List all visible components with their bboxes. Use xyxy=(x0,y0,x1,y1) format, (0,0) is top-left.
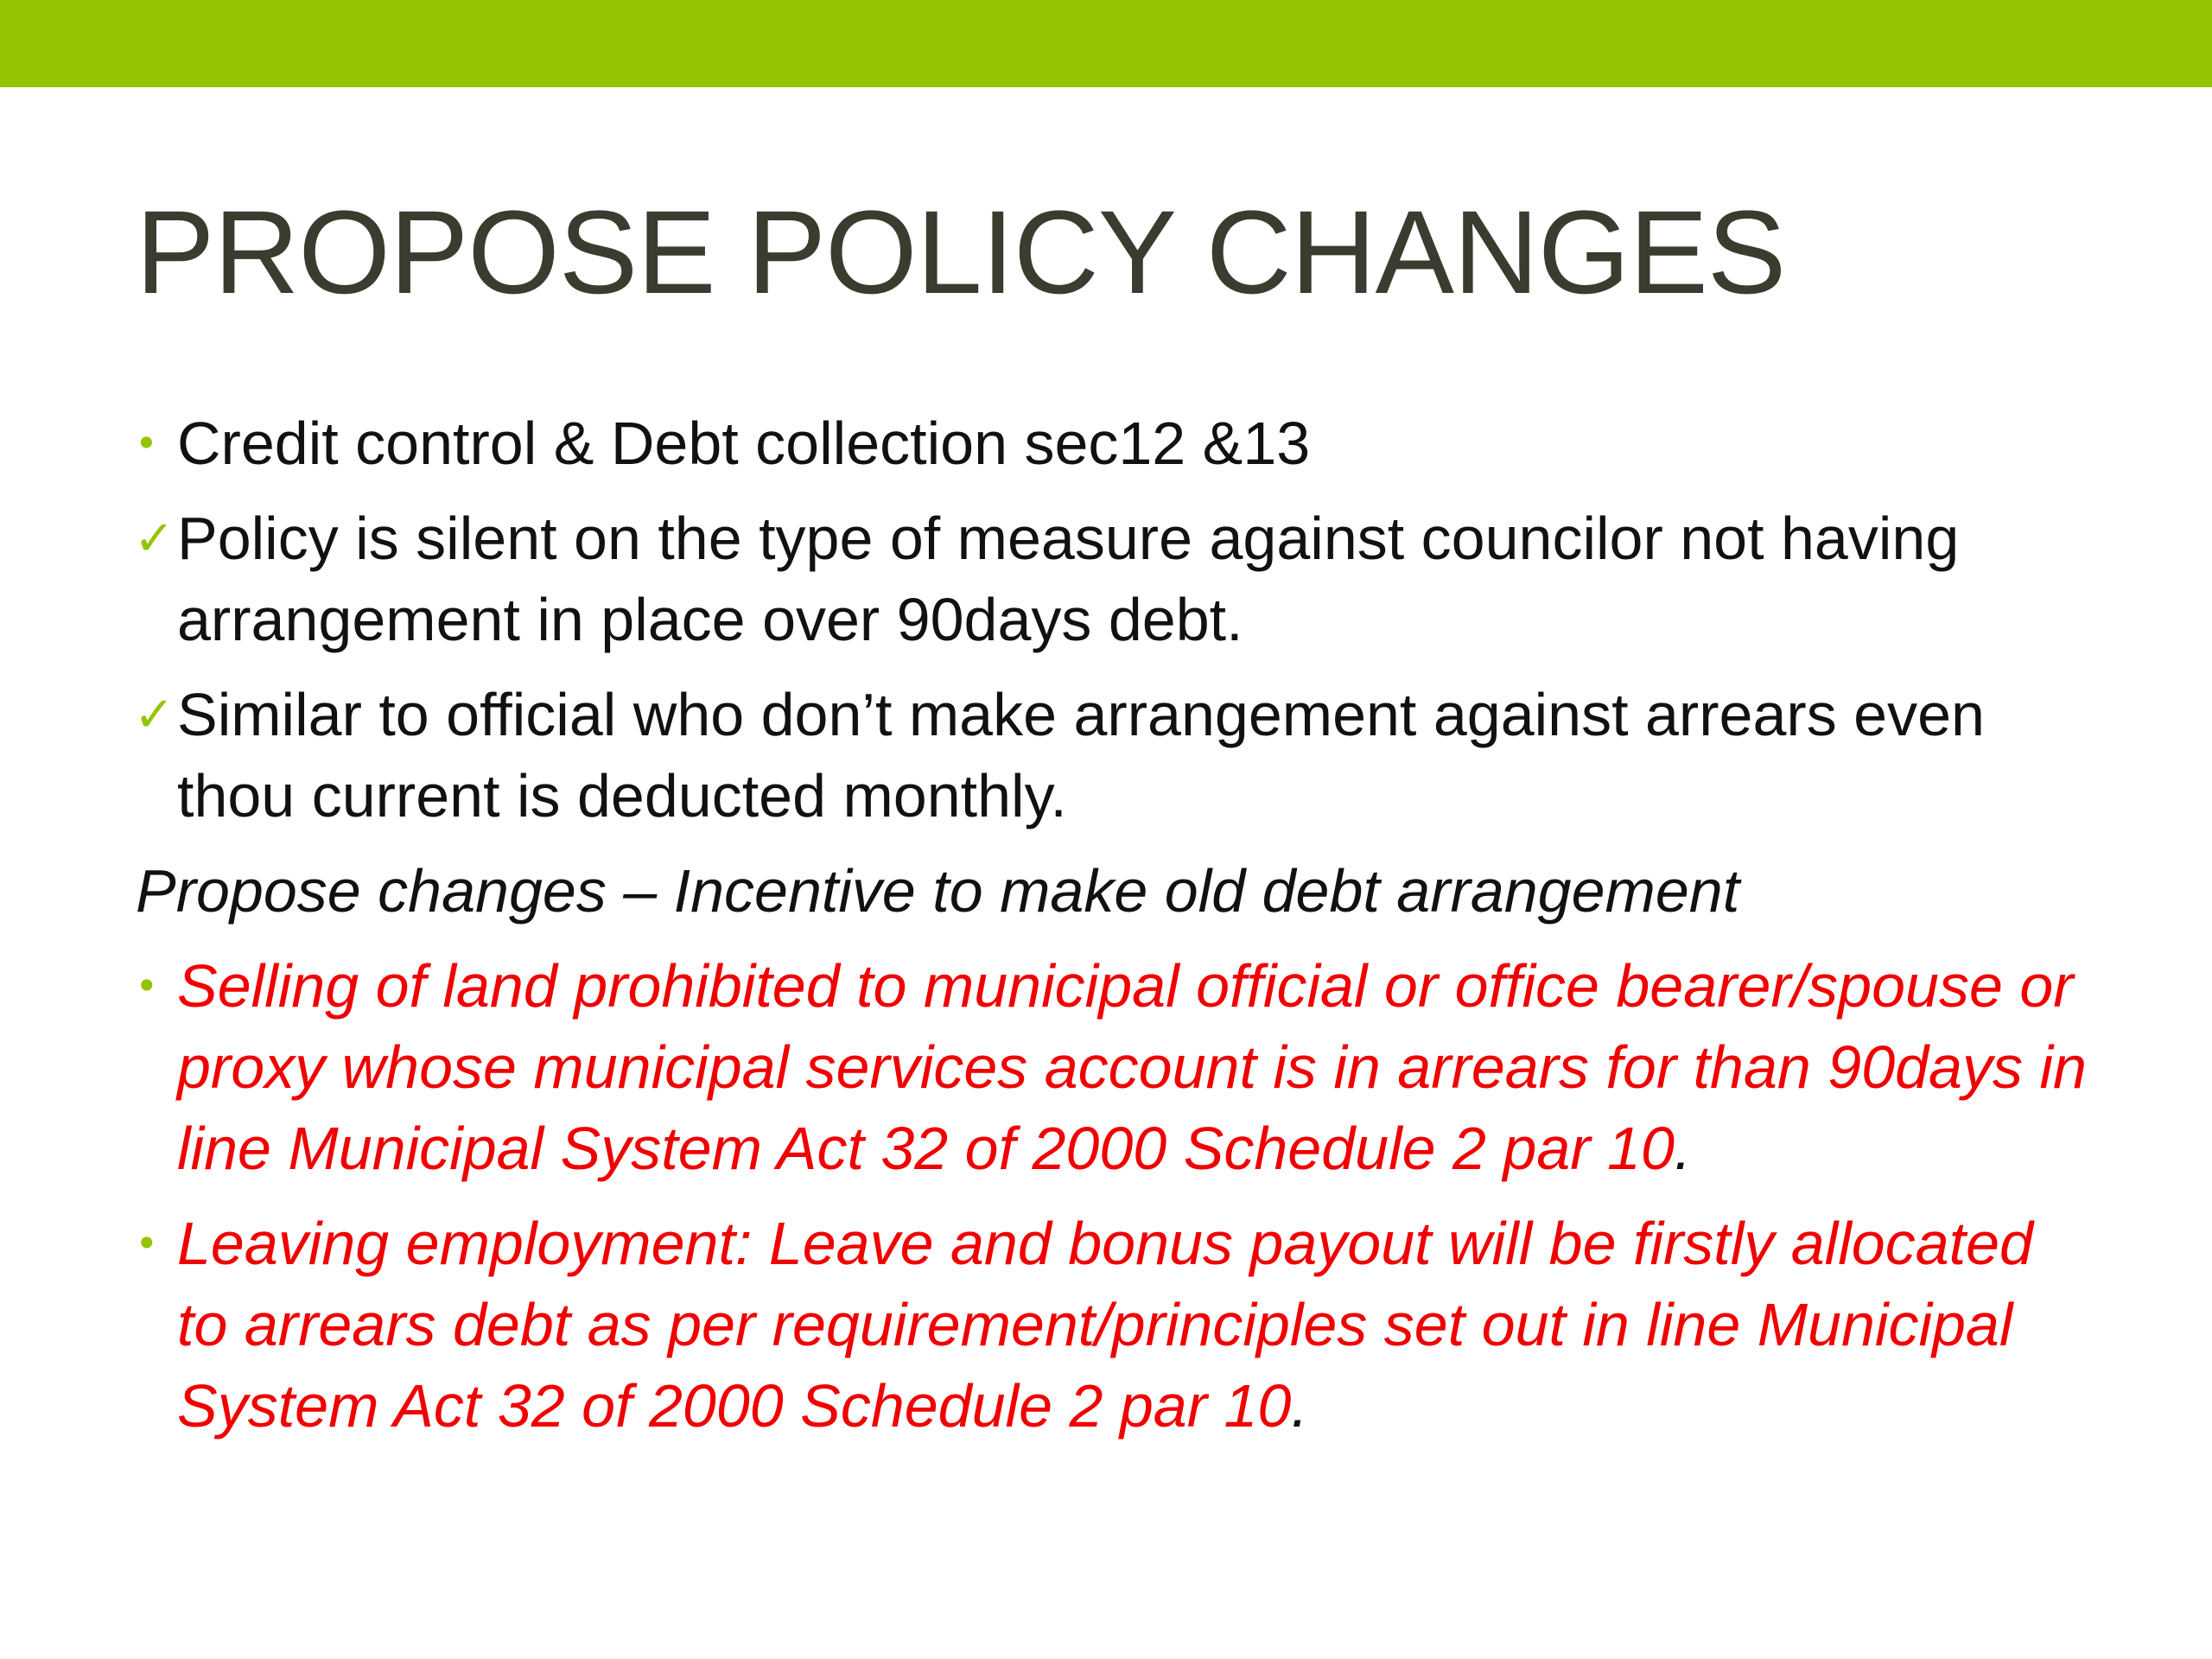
slide-body xyxy=(136,403,2097,1446)
proposal-end-period: . xyxy=(1291,1372,1308,1440)
propose-changes-heading xyxy=(136,850,2097,931)
check-text: Policy is silent on the type of measure against councilor not having arrangement in place over 90days debt. xyxy=(177,505,1960,653)
check-item-councilor xyxy=(136,498,2097,660)
bullet-icon: • xyxy=(139,420,154,466)
check-text: Similar to official who don’t make arrangement against arrears even thou current is deducted monthly. xyxy=(177,681,1985,830)
check-item-official xyxy=(136,674,2097,836)
heading-text: Propose changes – Incentive to make old debt arrangement xyxy=(136,857,1740,925)
proposal-text: Selling of land prohibited to municipal official or office bearer/spouse or proxy whose municipal services account is in arrears for than 90days in line Municipal System Act 32 of 2000 Schedule 2 par 10 xyxy=(177,952,2087,1182)
checkmark-icon: ✓ xyxy=(134,511,175,565)
top-accent-bar xyxy=(0,0,2212,87)
bullet-icon: • xyxy=(139,1220,154,1266)
proposal-end-period: . xyxy=(1674,1115,1692,1182)
proposal-text: Leaving employment: Leave and bonus payout will be firstly allocated to arrears debt as per requirement/principles set out in line Municipal System Act 32 of 2000 Schedule 2 par 10 xyxy=(177,1210,2033,1440)
bullet-text: Credit control & Debt collection sec12 &13 xyxy=(177,410,1311,477)
bullet-item-credit-control xyxy=(136,403,2097,484)
slide-title: PROPOSE POLICY CHANGES xyxy=(136,187,1786,319)
bullet-item-leaving-employment xyxy=(136,1203,2097,1446)
bullet-item-selling-land xyxy=(136,945,2097,1189)
checkmark-icon: ✓ xyxy=(134,687,175,741)
bullet-icon: • xyxy=(139,963,154,1008)
